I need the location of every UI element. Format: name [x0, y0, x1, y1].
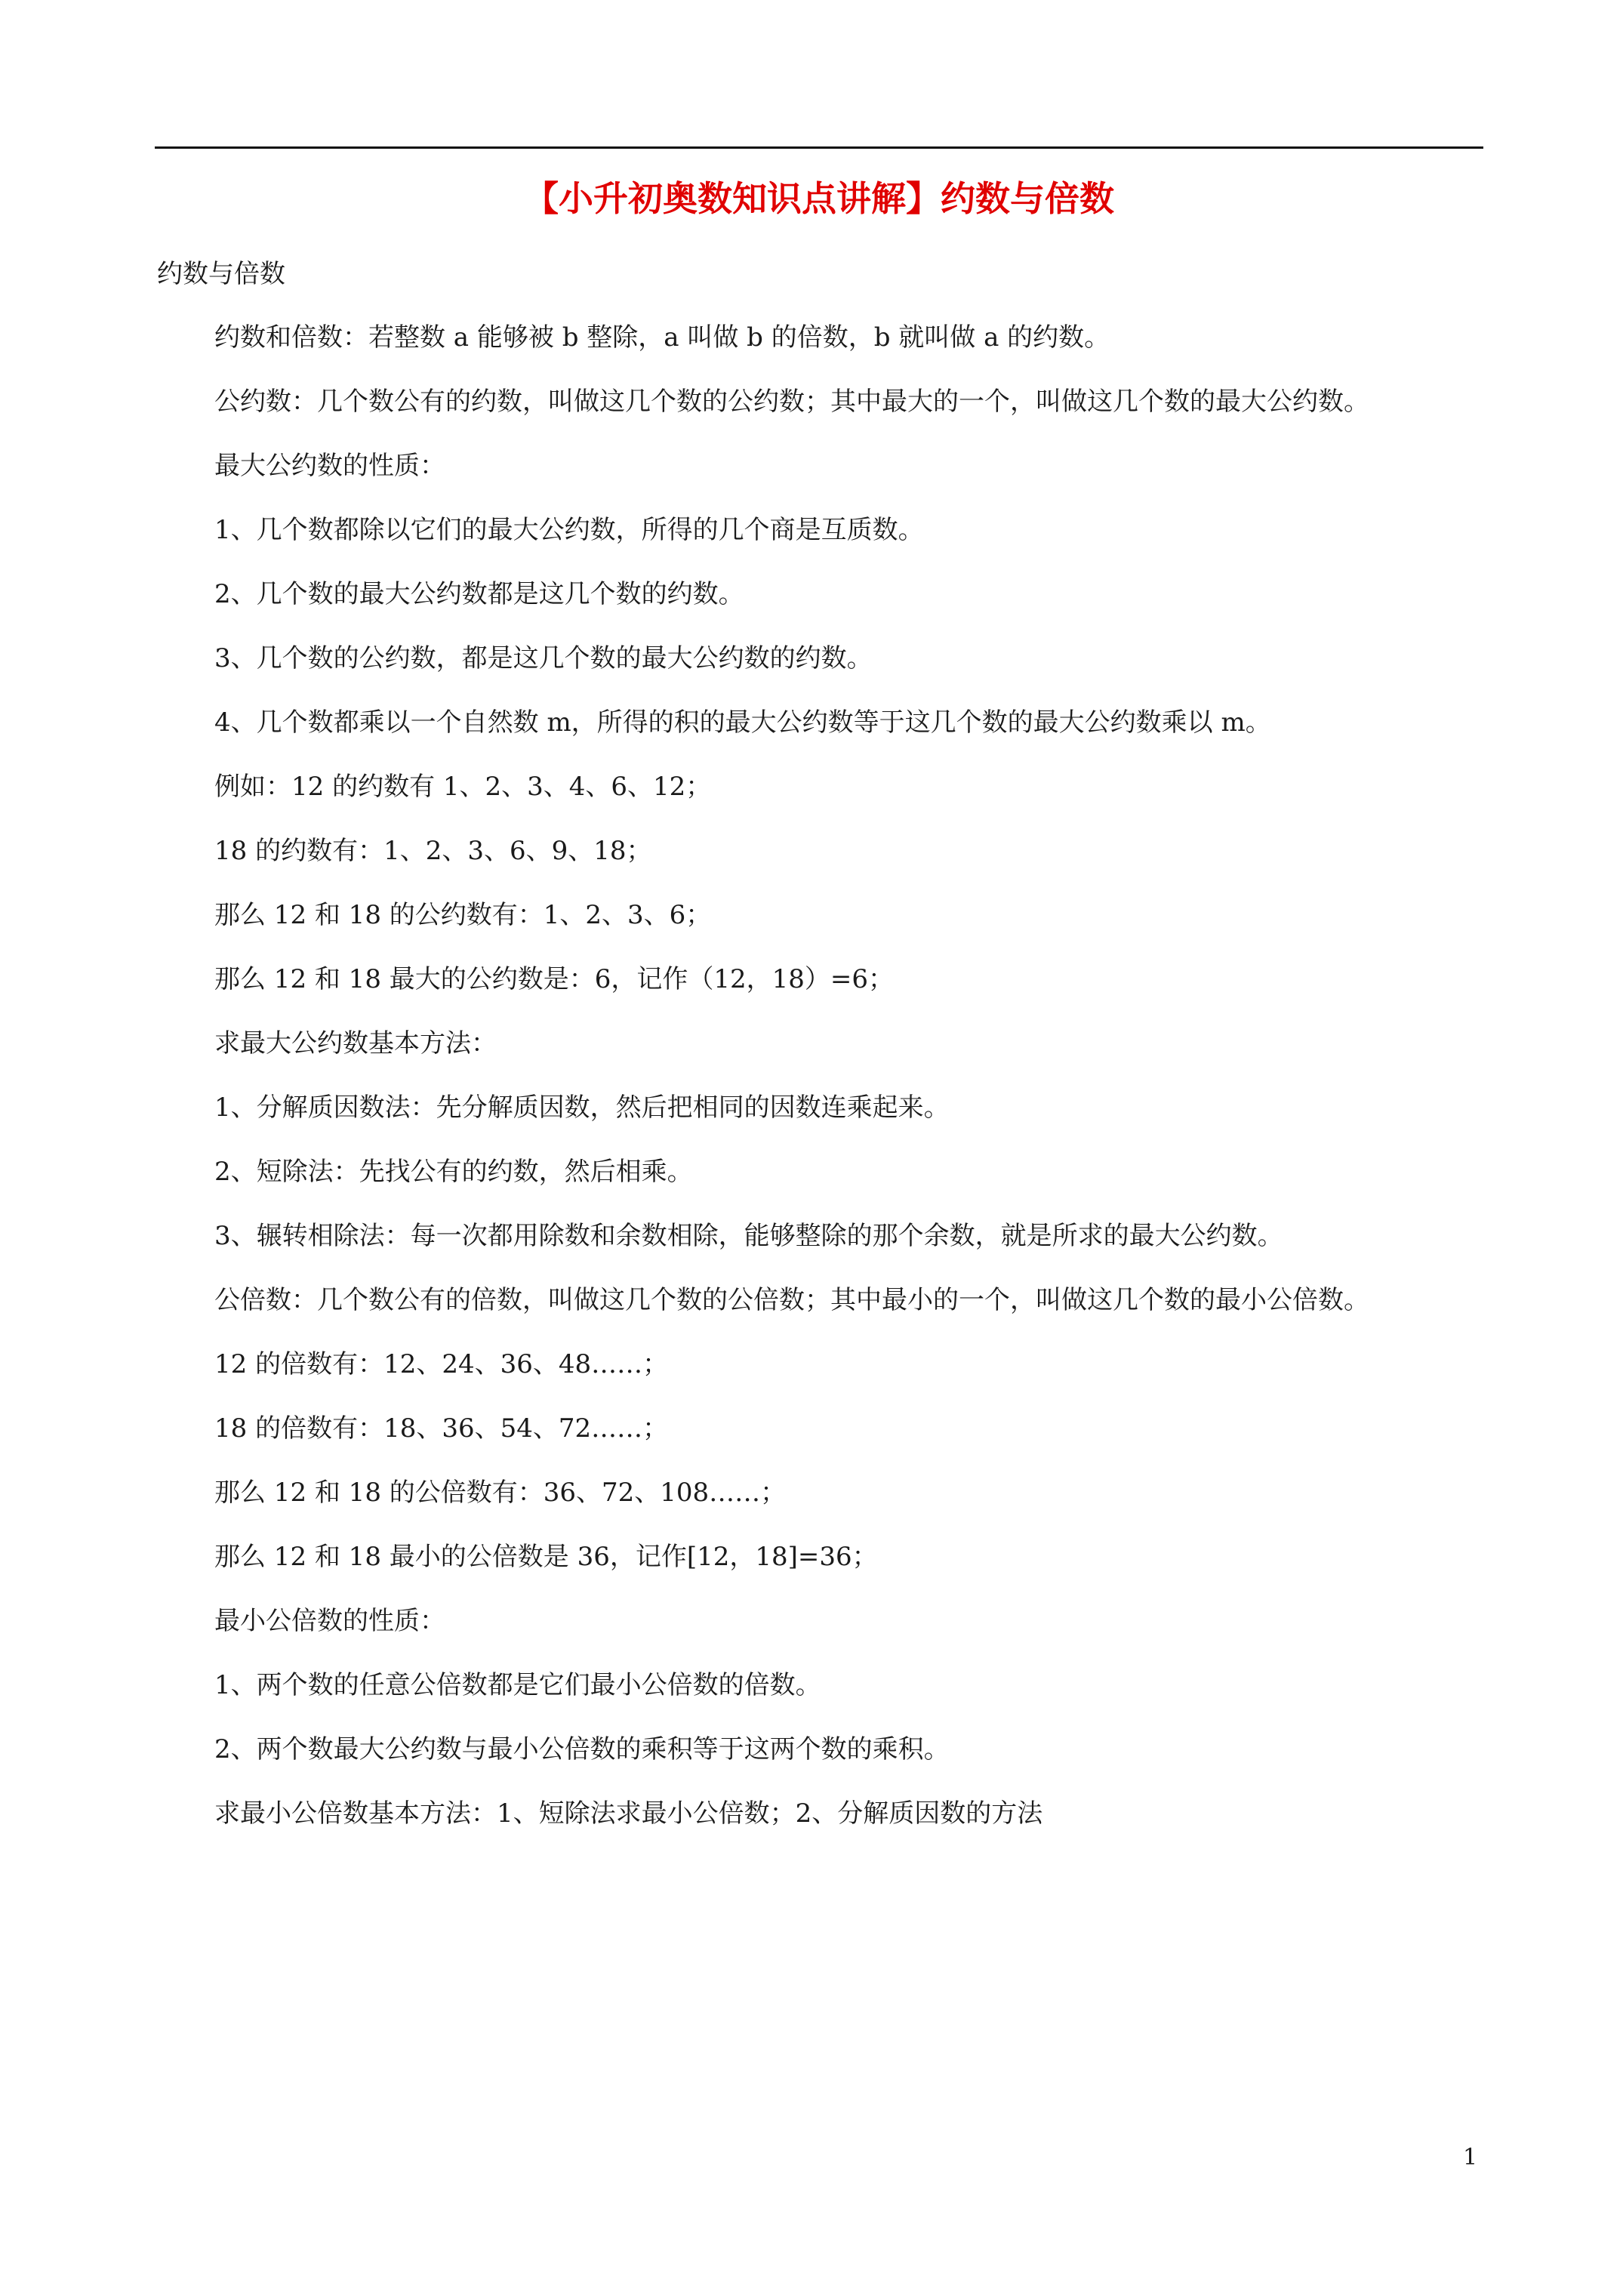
paragraph-line: 那么 12 和 18 最小的公倍数是 36，记作[12，18]=36； — [214, 1542, 878, 1572]
document-title: 【小升初奥数知识点讲解】约数与倍数 — [524, 178, 1114, 219]
paragraph-line: 1、几个数都除以它们的最大公约数，所得的几个商是互质数。 — [214, 515, 924, 545]
paragraph-line: 求最小公倍数基本方法：1、短除法求最小公倍数；2、分解质因数的方法 — [214, 1798, 1043, 1829]
paragraph-line: 公倍数：几个数公有的倍数，叫做这几个数的公倍数；其中最小的一个，叫做这几个数的最小公倍数。 — [214, 1285, 1369, 1315]
body-text — [214, 319, 1490, 1859]
paragraph-line: 公约数：几个数公有的约数，叫做这几个数的公约数；其中最大的一个，叫做这几个数的最大公约数。 — [214, 387, 1369, 417]
paragraph-line: 那么 12 和 18 最大的公约数是：6，记作（12，18）=6； — [214, 964, 895, 994]
paragraph-line: 2、短除法：先找公有的约数，然后相乘。 — [214, 1157, 693, 1187]
paragraph-line: 最大公约数的性质： — [214, 451, 445, 481]
paragraph-line: 那么 12 和 18 的公约数有：1、2、3、6； — [214, 900, 712, 930]
paragraph-line: 12 的倍数有：12、24、36、48……； — [214, 1349, 669, 1379]
paragraph-line: 最小公倍数的性质： — [214, 1606, 445, 1636]
paragraph-line: 求最大公约数基本方法： — [214, 1028, 497, 1059]
header-rule — [155, 146, 1483, 149]
page-number: 1 — [1463, 2144, 1478, 2171]
paragraph-line: 1、两个数的任意公倍数都是它们最小公倍数的倍数。 — [214, 1670, 821, 1700]
paragraph-line: 3、辗转相除法：每一次都用除数和余数相除，能够整除的那个余数，就是所求的最大公约数。 — [214, 1221, 1283, 1251]
paragraph-line: 3、几个数的公约数，都是这几个数的最大公约数的约数。 — [214, 643, 873, 673]
paragraph-line: 1、分解质因数法：先分解质因数，然后把相同的因数连乘起来。 — [214, 1093, 950, 1123]
paragraph-line: 18 的倍数有：18、36、54、72……； — [214, 1413, 669, 1444]
paragraph-line: 2、几个数的最大公约数都是这几个数的约数。 — [214, 579, 744, 609]
paragraph-line: 约数和倍数：若整数 a 能够被 b 整除，a 叫做 b 的倍数，b 就叫做 a 的约数。 — [214, 322, 1110, 353]
paragraph-line: 4、几个数都乘以一个自然数 m，所得的积的最大公约数等于这几个数的最大公约数乘以 m。 — [214, 707, 1271, 738]
section-heading: 约数与倍数 — [157, 259, 285, 289]
paragraph-line: 那么 12 和 18 的公倍数有：36、72、108……； — [214, 1478, 787, 1508]
paragraph-line: 18 的约数有：1、2、3、6、9、18； — [214, 836, 652, 866]
paragraph-line: 2、两个数最大公约数与最小公倍数的乘积等于这两个数的乘积。 — [214, 1734, 950, 1764]
paragraph-line: 例如：12 的约数有 1、2、3、4、6、12； — [214, 772, 712, 802]
